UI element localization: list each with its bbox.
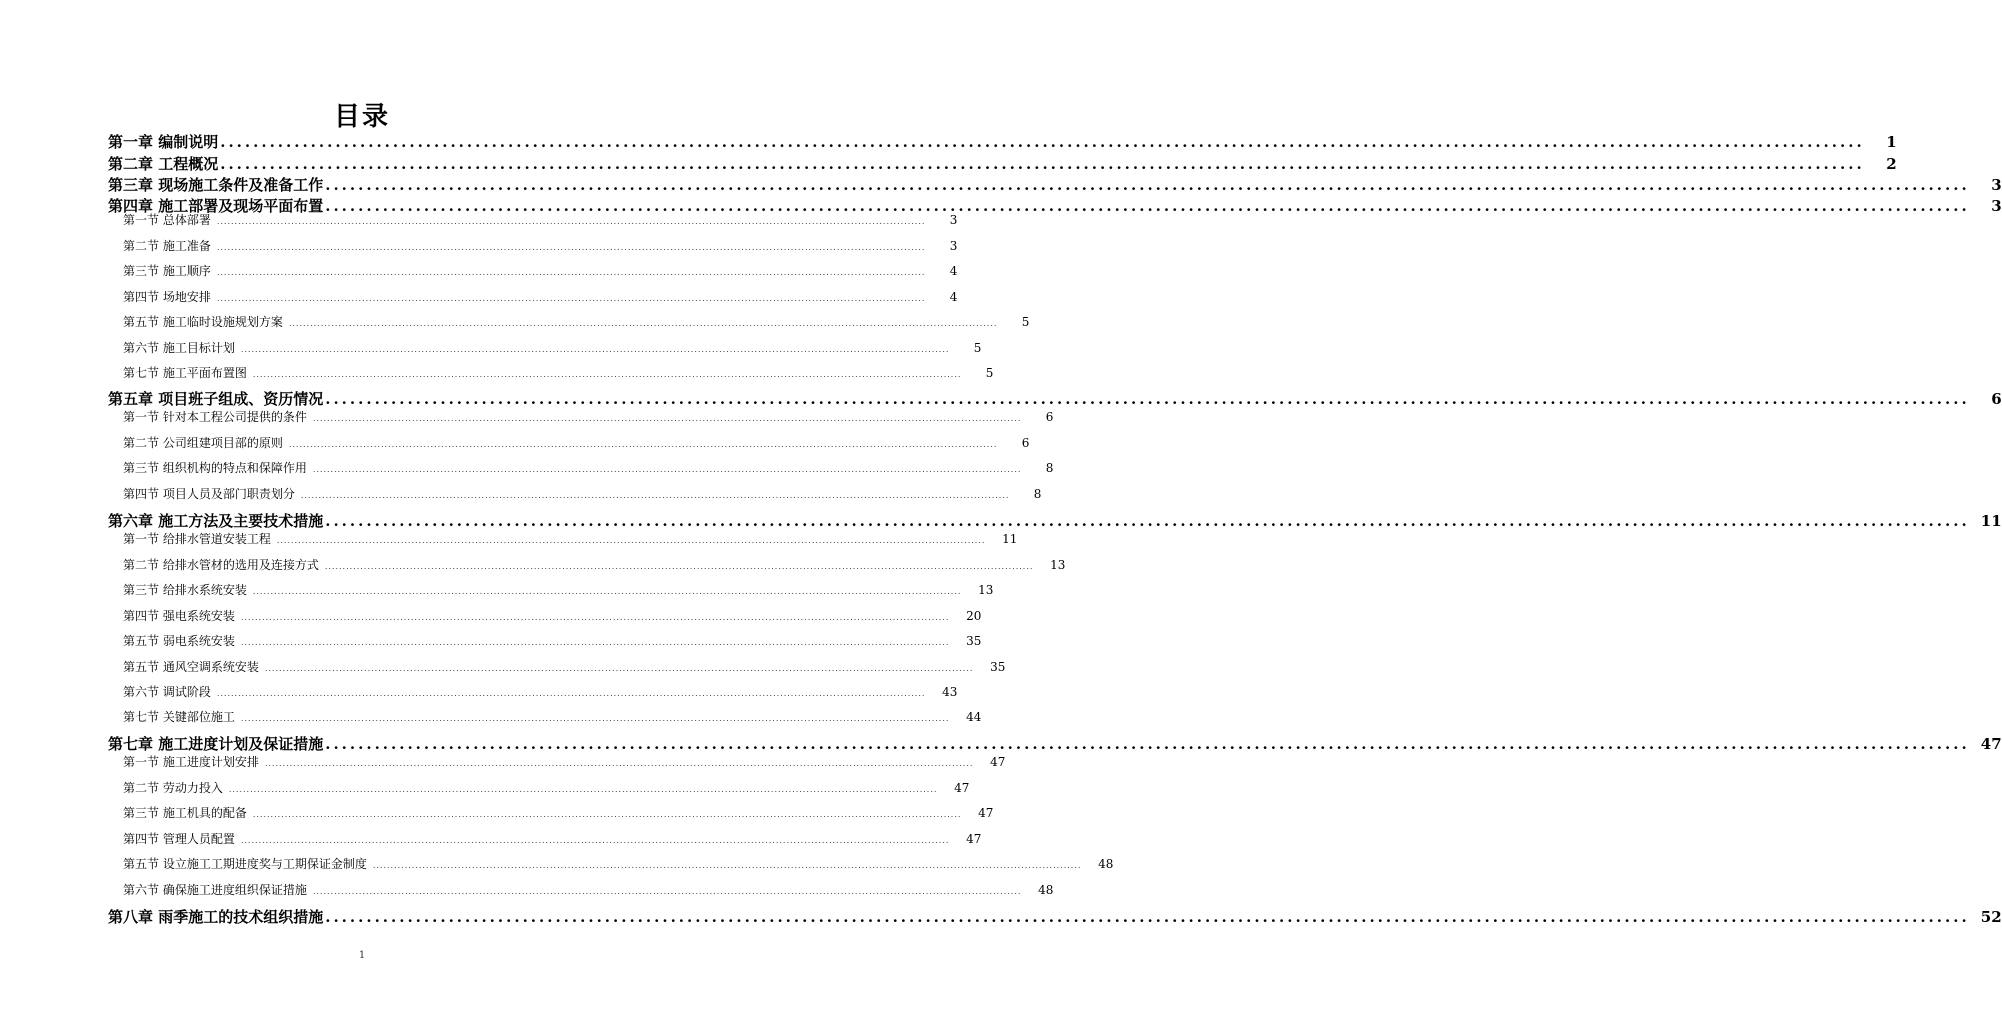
toc-entry-page: 3 <box>1991 176 2002 194</box>
toc-chapter-row[interactable] <box>108 510 2002 531</box>
toc-entry-label: 第三节 给排水系统安装 <box>123 583 247 597</box>
toc-section-row[interactable] <box>123 434 1030 451</box>
toc-entry-page: 8 <box>1045 461 1054 475</box>
toc-entry-page: 44 <box>966 710 982 724</box>
toc-entry-page: 11 <box>1002 532 1018 546</box>
toc-section-row[interactable] <box>123 530 1018 547</box>
dot-leader: ........................................................................................................................................................................................................ <box>240 638 950 647</box>
toc-entry-page: 8 <box>1033 487 1042 501</box>
toc-section-row[interactable] <box>123 683 958 700</box>
toc-section-row[interactable] <box>123 556 1066 573</box>
dot-leader: ........................................................................................................................................................................................................ <box>220 155 1865 173</box>
toc-entry-label: 第六章 施工方法及主要技术措施 <box>108 512 324 530</box>
toc-entry-page: 47 <box>1980 735 2002 753</box>
toc-section-row[interactable] <box>123 658 1006 675</box>
toc-entry-page: 13 <box>978 583 994 597</box>
dot-leader: ........................................................................................................................................................................................................ <box>312 414 1022 423</box>
dot-leader: ........................................................................................................................................................................................................ <box>325 390 1970 408</box>
toc-entry-page: 11 <box>1980 512 2002 530</box>
dot-leader: ........................................................................................................................................................................................................ <box>325 176 1970 194</box>
toc-section-row[interactable] <box>123 881 1054 898</box>
toc-section-row[interactable] <box>123 364 994 381</box>
toc-chapter-row[interactable] <box>108 174 2002 195</box>
dot-leader: ........................................................................................................................................................................................................ <box>372 861 1082 870</box>
toc-entry-label: 第四节 强电系统安装 <box>123 609 235 623</box>
dot-leader: ........................................................................................................................................................................................................ <box>288 319 998 328</box>
toc-chapter-row[interactable] <box>108 131 1897 152</box>
toc-entry-label: 第三节 施工顺序 <box>123 264 211 278</box>
toc-section-row[interactable] <box>123 313 1030 330</box>
dot-leader: ........................................................................................................................................................................................................ <box>288 440 998 449</box>
toc-entry-page: 1 <box>1886 133 1897 151</box>
dot-leader: ........................................................................................................................................................................................................ <box>240 613 950 622</box>
toc-entry-page: 47 <box>990 755 1006 769</box>
dot-leader: ........................................................................................................................................................................................................ <box>300 491 1010 500</box>
toc-entry-page: 47 <box>954 781 970 795</box>
toc-entry-page: 3 <box>949 213 958 227</box>
toc-entry-label: 第一节 针对本工程公司提供的条件 <box>123 410 307 424</box>
toc-entry-label: 第五节 弱电系统安装 <box>123 634 235 648</box>
dot-leader: ........................................................................................................................................................................................................ <box>216 268 926 277</box>
dot-leader: ........................................................................................................................................................................................................ <box>216 294 926 303</box>
toc-chapter-row[interactable] <box>108 906 2002 927</box>
toc-entry-label: 第四节 场地安排 <box>123 290 211 304</box>
toc-entry-label: 第四章 施工部署及现场平面布置 <box>108 197 324 215</box>
toc-entry-page: 4 <box>949 290 958 304</box>
toc-entry-label: 第二节 劳动力投入 <box>123 781 223 795</box>
toc-entry-page: 48 <box>1098 857 1114 871</box>
toc-entry-label: 第三节 施工机具的配备 <box>123 806 247 820</box>
toc-entry-label: 第五节 通风空调系统安装 <box>123 660 259 674</box>
toc-entry-label: 第一节 总体部署 <box>123 213 211 227</box>
toc-chapter-row[interactable] <box>108 153 1897 174</box>
toc-section-row[interactable] <box>123 459 1054 476</box>
toc-entry-page: 20 <box>966 609 982 623</box>
dot-leader: ........................................................................................................................................................................................................ <box>264 664 974 673</box>
toc-entry-label: 第八章 雨季施工的技术组织措施 <box>108 908 324 926</box>
toc-entry-page: 5 <box>1021 315 1030 329</box>
toc-chapter-row[interactable] <box>108 733 2002 754</box>
dot-leader: ........................................................................................................................................................................................................ <box>240 836 950 845</box>
toc-entry-page: 35 <box>966 634 982 648</box>
toc-entry-page: 47 <box>978 806 994 820</box>
toc-entry-page: 2 <box>1886 155 1897 173</box>
toc-section-row[interactable] <box>123 581 994 598</box>
toc-section-row[interactable] <box>123 855 1114 872</box>
toc-section-row[interactable] <box>123 408 1054 425</box>
toc-entry-page: 43 <box>942 685 958 699</box>
dot-leader: ........................................................................................................................................................................................................ <box>240 345 950 354</box>
toc-entry-label: 第一节 给排水管道安装工程 <box>123 532 271 546</box>
toc-section-row[interactable] <box>123 211 958 228</box>
toc-entry-page: 13 <box>1050 558 1066 572</box>
dot-leader: ........................................................................................................................................................................................................ <box>228 785 938 794</box>
toc-section-row[interactable] <box>123 485 1042 502</box>
dot-leader: ........................................................................................................................................................................................................ <box>216 243 926 252</box>
dot-leader: ........................................................................................................................................................................................................ <box>252 810 962 819</box>
toc-section-row[interactable] <box>123 262 958 279</box>
toc-entry-label: 第一节 施工进度计划安排 <box>123 755 259 769</box>
toc-entry-label: 第七节 施工平面布置图 <box>123 366 247 380</box>
toc-entry-label: 第五节 设立施工工期进度奖与工期保证金制度 <box>123 857 367 871</box>
dot-leader: ........................................................................................................................................................................................................ <box>264 759 974 768</box>
dot-leader: ........................................................................................................................................................................................................ <box>325 908 1970 926</box>
toc-section-row[interactable] <box>123 779 970 796</box>
toc-entry-page: 48 <box>1038 883 1054 897</box>
dot-leader: ........................................................................................................................................................................................................ <box>220 133 1865 151</box>
toc-entry-label: 第二章 工程概况 <box>108 155 219 173</box>
dot-leader: ........................................................................................................................................................................................................ <box>325 197 1970 215</box>
toc-entry-page: 3 <box>949 239 958 253</box>
toc-entry-page: 35 <box>990 660 1006 674</box>
toc-entry-label: 第二节 施工准备 <box>123 239 211 253</box>
dot-leader: ........................................................................................................................................................................................................ <box>252 370 962 379</box>
toc-section-row[interactable] <box>123 632 982 649</box>
toc-entry-page: 6 <box>1045 410 1054 424</box>
toc-entry-label: 第二节 公司组建项目部的原则 <box>123 436 283 450</box>
toc-section-row[interactable] <box>123 708 982 725</box>
page-number-footer: 1 <box>358 950 366 961</box>
toc-entry-label: 第四节 项目人员及部门职责划分 <box>123 487 295 501</box>
toc-entry-label: 第三章 现场施工条件及准备工作 <box>108 176 324 194</box>
toc-entry-page: 3 <box>1991 197 2002 215</box>
toc-entry-label: 第五节 施工临时设施规划方案 <box>123 315 283 329</box>
dot-leader: ........................................................................................................................................................................................................ <box>312 887 1022 896</box>
dot-leader: ........................................................................................................................................................................................................ <box>216 689 926 698</box>
toc-entry-page: 52 <box>1980 908 2002 926</box>
toc-entry-label: 第六节 施工目标计划 <box>123 341 235 355</box>
toc-section-row[interactable] <box>123 804 994 821</box>
toc-entry-page: 4 <box>949 264 958 278</box>
toc-entry-label: 第六节 调试阶段 <box>123 685 211 699</box>
dot-leader: ........................................................................................................................................................................................................ <box>324 562 1034 571</box>
dot-leader: ........................................................................................................................................................................................................ <box>276 536 986 545</box>
toc-entry-page: 5 <box>985 366 994 380</box>
toc-section-row[interactable] <box>123 288 958 305</box>
toc-chapter-row[interactable] <box>108 388 2002 409</box>
toc-entry-label: 第七章 施工进度计划及保证措施 <box>108 735 324 753</box>
page-title: 目录 <box>333 102 390 132</box>
dot-leader: ........................................................................................................................................................................................................ <box>325 512 1970 530</box>
toc-entry-label: 第七节 关键部位施工 <box>123 710 235 724</box>
toc-section-row[interactable] <box>123 237 958 254</box>
toc-entry-label: 第五章 项目班子组成、资历情况 <box>108 390 324 408</box>
toc-entry-label: 第三节 组织机构的特点和保障作用 <box>123 461 307 475</box>
toc-entry-page: 47 <box>966 832 982 846</box>
toc-section-row[interactable] <box>123 830 982 847</box>
dot-leader: ........................................................................................................................................................................................................ <box>325 735 1970 753</box>
toc-entry-label: 第二节 给排水管材的选用及连接方式 <box>123 558 319 572</box>
toc-entry-label: 第六节 确保施工进度组织保证措施 <box>123 883 307 897</box>
toc-entry-label: 第一章 编制说明 <box>108 133 219 151</box>
dot-leader: ........................................................................................................................................................................................................ <box>252 587 962 596</box>
toc-entry-page: 6 <box>1991 390 2002 408</box>
toc-section-row[interactable] <box>123 607 982 624</box>
dot-leader: ........................................................................................................................................................................................................ <box>240 714 950 723</box>
toc-section-row[interactable] <box>123 339 982 356</box>
toc-section-row[interactable] <box>123 753 1006 770</box>
dot-leader: ........................................................................................................................................................................................................ <box>312 465 1022 474</box>
toc-entry-page: 5 <box>973 341 982 355</box>
toc-entry-label: 第四节 管理人员配置 <box>123 832 235 846</box>
dot-leader: ........................................................................................................................................................................................................ <box>216 217 926 226</box>
toc-entry-page: 6 <box>1021 436 1030 450</box>
